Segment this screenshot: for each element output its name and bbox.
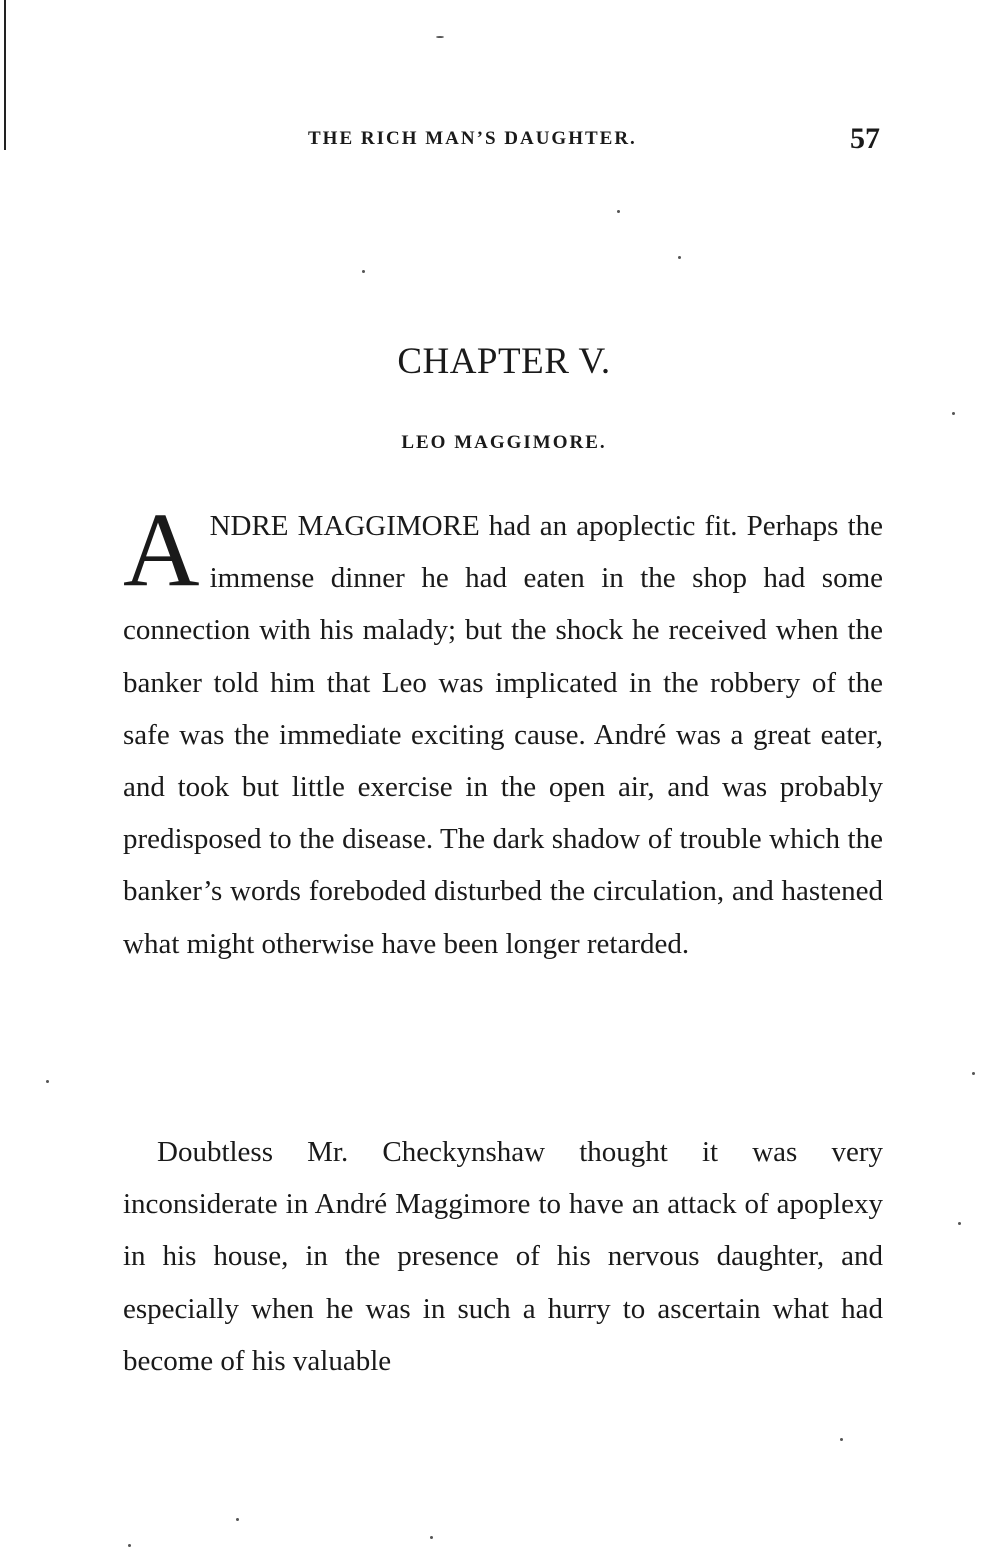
running-title: THE RICH MAN’S DAUGHTER.: [308, 128, 637, 149]
page-number: 57: [850, 122, 880, 155]
print-speck: [840, 1438, 843, 1441]
page-edge-line: [4, 0, 6, 150]
print-speck: [436, 36, 444, 38]
paragraph-2: [123, 1126, 883, 1387]
paragraph-2-text: Doubtless Mr. Checkynshaw thought it was very inconsiderate in André Maggimore to have an attack of apoplexy in his house, in the presence of his nervous daughter, and especially when he was in such a hurry to ascertain what had become of his valuable: [123, 1136, 883, 1377]
print-speck: [236, 1518, 239, 1521]
paragraph-1-text: NDRE MAGGIMORE had an apoplectic fit. Perhaps the immense dinner he had eaten in the shop had some connection with his malady; but the shock he received when the banker told him that Leo was implicated in the robbery of the safe was the immediate exciting cause. André was a great eater, and took but little exercise in the open air, and was probably predisposed to the disease. The dark shadow of trouble which the banker’s words foreboded disturbed the circulation, and hastened what might otherwise have been longer retarded.: [123, 510, 883, 960]
print-speck: [678, 256, 681, 259]
drop-cap: A: [123, 491, 200, 608]
paragraph-1: [123, 491, 883, 1126]
print-speck: [46, 1080, 49, 1083]
print-speck: [972, 1072, 975, 1075]
chapter-subtitle: LEO MAGGIMORE.: [401, 432, 607, 453]
running-head: [122, 122, 882, 162]
print-speck: [952, 412, 955, 415]
print-speck: [958, 1222, 961, 1225]
print-speck: [617, 210, 620, 213]
print-speck: [362, 270, 365, 273]
body-text: [123, 491, 883, 1387]
print-speck: [430, 1536, 433, 1539]
print-speck: [128, 1544, 131, 1547]
chapter-title: CHAPTER V.: [397, 341, 611, 382]
